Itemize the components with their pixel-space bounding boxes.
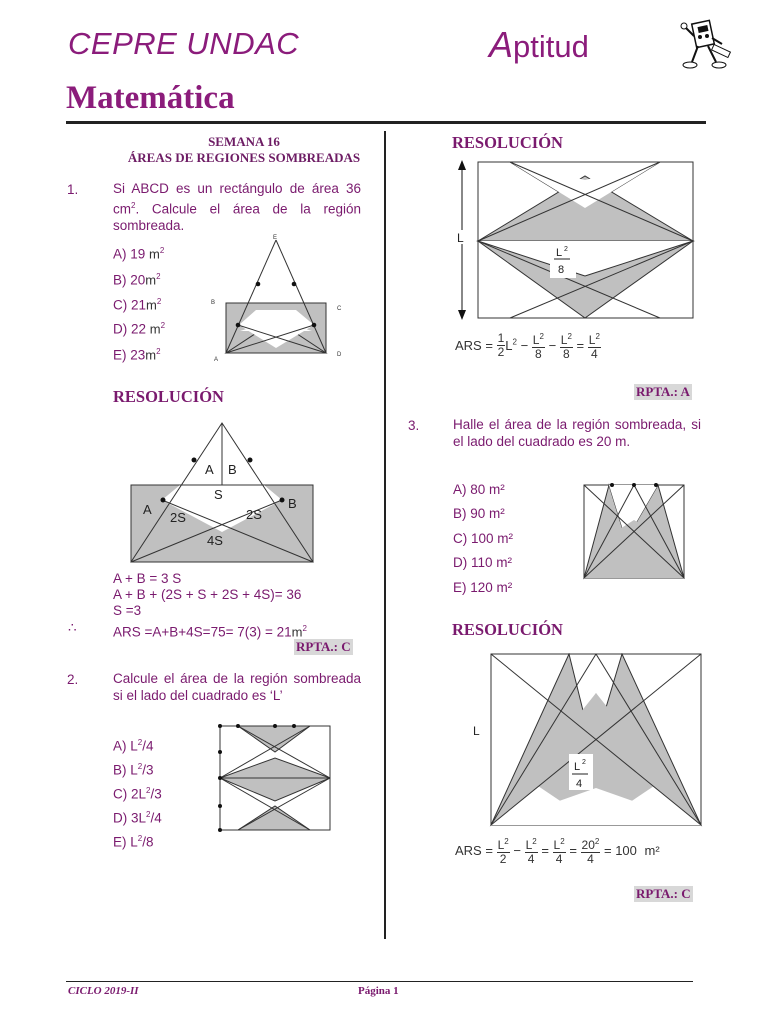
- footer-page: Página 1: [358, 985, 399, 997]
- option-b: B) 90 m²: [453, 506, 505, 521]
- header-title: CEPRE UNDAC: [68, 26, 300, 61]
- svg-text:4: 4: [576, 778, 583, 790]
- option-d: D) $3L^2/4$: [113, 810, 162, 826]
- step-2: A + B + (2S + S + 2S + 4S)= 36: [113, 587, 302, 602]
- svg-text:L: L: [457, 231, 464, 245]
- option-a: A) 19 $m^2$: [113, 246, 165, 262]
- svg-text:L: L: [556, 247, 563, 259]
- option-a: A) 80 m²: [453, 482, 505, 497]
- svg-text:B: B: [211, 300, 216, 306]
- svg-text:2: 2: [564, 246, 568, 253]
- week-title: SEMANA 16: [208, 134, 280, 149]
- svg-text:E: E: [273, 235, 278, 241]
- answer-badge: RPTA.: C: [296, 639, 351, 654]
- svg-text:2: 2: [582, 759, 586, 766]
- problem-statement: Halle el área de la región sombreada, si el lado del cuadrado es 20 m.: [453, 417, 701, 449]
- week-topic: ÁREAS DE REGIONES SOMBREADAS: [127, 150, 361, 165]
- svg-text:A: A: [143, 502, 152, 517]
- resolution-title: RESOLUCIÓN: [113, 387, 224, 406]
- column-divider: [384, 131, 386, 939]
- answer-badge: RPTA.: A: [636, 384, 690, 399]
- figure-resolution-1: [130, 422, 314, 564]
- option-d: D) 22 $m^2$: [113, 321, 166, 337]
- problem-number: 1.: [67, 182, 79, 197]
- figure-square-triangles: [582, 482, 686, 580]
- therefore-symbol: ∴: [68, 620, 77, 635]
- svg-text:D: D: [337, 352, 342, 358]
- option-d: D) 110 m²: [453, 555, 513, 570]
- figure-rectangle-triangle: [208, 232, 348, 362]
- header-subject-aptitud: Aptitud: [489, 24, 589, 65]
- svg-text:A: A: [214, 357, 219, 362]
- resolution-title: RESOLUCIÓN: [452, 133, 563, 152]
- svg-text:2S: 2S: [170, 510, 186, 525]
- option-e: E) $23m^2$: [113, 347, 161, 363]
- svg-text:C: C: [337, 306, 342, 312]
- svg-text:A: A: [205, 462, 214, 477]
- problem-number: 3.: [408, 418, 420, 433]
- page-title: Matemática: [66, 80, 235, 116]
- option-c: C) $2L^2/3$: [113, 786, 162, 802]
- option-e: E) 120 m²: [453, 580, 513, 595]
- area-formula-3: ARS = $\frac{L^2}{2}$ − $\frac{L^2}{4}$ = $\frac{L^2}{4}$ = $\frac{20^2}{4}$ = 100 m²: [455, 837, 660, 866]
- problem-number: 2.: [67, 672, 79, 687]
- step-3: S =3: [113, 603, 142, 618]
- option-b: B) $20m^2$: [113, 272, 161, 288]
- final-result: ARS $=A+B+4S=75= 7(3) = 21m^2$: [113, 624, 307, 640]
- svg-text:S: S: [214, 487, 223, 502]
- svg-text:L: L: [574, 761, 581, 773]
- resolution-title: RESOLUCIÓN: [452, 620, 563, 639]
- svg-text:4S: 4S: [207, 533, 223, 548]
- header-divider: [66, 121, 706, 124]
- footer-divider: [66, 981, 693, 982]
- problem-statement: Si ABCD es un rectángulo de área 36 $cm^2$. Calcule el área de la región sombreada.: [113, 181, 361, 233]
- problem-statement: Calcule el área de la región sombreada si el lado del cuadrado es ‘L’: [113, 671, 361, 703]
- option-e: E) $L^2/8$: [113, 834, 154, 850]
- figure-square-bowties: [216, 722, 334, 834]
- svg-text:B: B: [288, 496, 297, 511]
- option-b: B) $L^2/3$: [113, 762, 154, 778]
- step-1: A + B = 3 S: [113, 571, 182, 586]
- footer-cycle: CICLO 2019-II: [68, 985, 139, 997]
- figure-resolution-3: [468, 653, 708, 828]
- svg-text:B: B: [228, 462, 237, 477]
- mascot-icon: [672, 14, 734, 76]
- svg-text:8: 8: [558, 264, 565, 276]
- answer-badge: RPTA.: C: [636, 886, 691, 901]
- svg-text:2S: 2S: [246, 507, 262, 522]
- option-c: C) 100 m²: [453, 531, 514, 546]
- figure-resolution-2: [452, 158, 702, 323]
- svg-text:L: L: [473, 724, 480, 738]
- option-a: A) $L^2/4$: [113, 738, 154, 754]
- area-formula-2: ARS = $\frac{1}{2}$ $L^2$ − $\frac{L^2}{8}$ − $\frac{L^2}{8}$ = $\frac{L^2}{4}$: [455, 331, 600, 361]
- option-c: C) $21m^2$: [113, 297, 162, 313]
